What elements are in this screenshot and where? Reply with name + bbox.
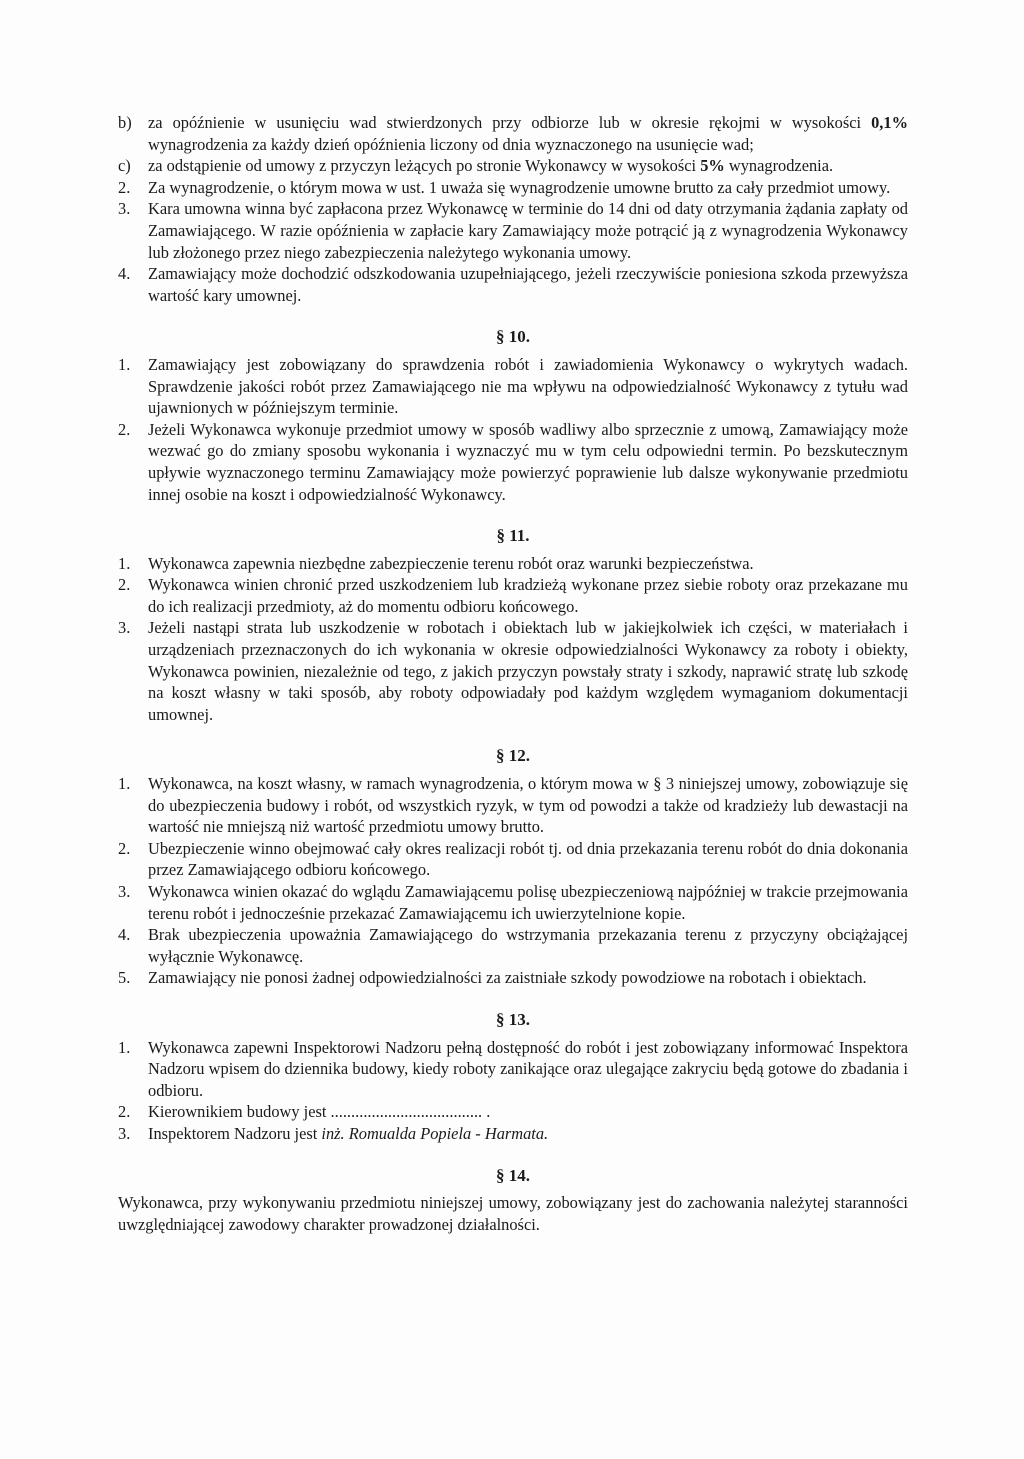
list-item — [118, 354, 908, 419]
item-text: Wykonawca zapewnia niezbędne zabezpieczenie terenu robót oraz warunki bezpieczeństwa. — [148, 553, 754, 573]
item-text: Za wynagrodzenie, o którym mowa w ust. 1 uważa się wynagrodzenie umowne brutto za cały przedmiot umowy. — [148, 177, 891, 197]
list-item-b — [118, 112, 908, 155]
list-item — [118, 967, 908, 989]
item-text: Jeżeli Wykonawca wykonuje przedmiot umowy w sposób wadliwy albo sprzecznie z umową, Zamawiający może wezwać go do zmiany sposobu wykonania i wyznaczyć mu w tym celu odpowiedni termin. Po bezskutecznym upływie wyznaczonego terminu Zamawiający może powierzyć poprawienie lub dalsze wykonywanie przedmiotu innej osobie na koszt i odpowiedzialność Wykonawcy. — [148, 419, 908, 504]
list-item — [118, 263, 908, 306]
list-item — [118, 1101, 908, 1123]
list-item — [118, 773, 908, 838]
section-heading-13: § 13. — [496, 1009, 530, 1029]
item-text: Zamawiający może dochodzić odszkodowania uzupełniającego, jeżeli rzeczywiście poniesiona szkoda przewyższa wartość kary umownej. — [148, 264, 908, 305]
item-number: c) — [118, 156, 131, 176]
item-text: Kara umowna winna być zapłacona przez Wykonawcę w terminie do 14 dni od daty otrzymania żądania zapłaty od Zamawiającego. W razie opóźnienia w zapłacie kary Zamawiający może potrącić ją z wynagrodzenia Wykonawcy lub złożonego przez niego zabezpieczenia należytego wykonania umowy. — [148, 199, 908, 262]
item-number: 1. — [118, 774, 131, 794]
item-number: 2. — [118, 838, 131, 858]
item-number: b) — [118, 113, 132, 132]
item-number: 3. — [118, 1123, 131, 1143]
item-number: 2. — [118, 575, 131, 595]
section-heading-12: § 12. — [496, 746, 530, 766]
item-text: Ubezpieczenie winno obejmować cały okres realizacji robót tj. od dnia przekazania terenu robót do dnia dokonania przez Zamawiającego odbioru końcowego. — [148, 838, 908, 880]
item-number: 2. — [118, 177, 131, 197]
item-text: wynagrodzenia. — [724, 156, 834, 176]
item-text: Zamawiający jest zobowiązany do sprawdzenia robót i zawiadomienia Wykonawcy o wykrytych wadach. Sprawdzenie jakości robót przez Zamawiającego nie ma wpływu na odpowiedzialność Wykonawcy z tytułu wad ujawnionych w późniejszym terminie. — [148, 354, 908, 418]
item-text: za opóźnienie w usunięciu wad stwierdzonych przy odbiorze lub w okresie rękojmi w wysokości — [148, 113, 872, 132]
list-item — [118, 617, 908, 725]
item-number: 3. — [118, 882, 131, 901]
item-text: Wykonawca winien okazać do wglądu Zamawiającemu polisę ubezpieczeniową najpóźniej w trakcie przejmowania terenu robót i jednocześnie przekazać Zamawiającemu ich uwierzytelnione kopie. — [148, 882, 908, 923]
document-body — [118, 112, 908, 1235]
section-heading-14: § 14. — [496, 1165, 530, 1185]
item-number: 1. — [118, 553, 131, 573]
item-text: Kierownikiem budowy jest ..................................... . — [148, 1102, 491, 1122]
list-item — [118, 419, 908, 505]
list-item — [118, 1037, 908, 1102]
item-text: za odstąpienie od umowy z przyczyn leżących po stronie Wykonawcy w wysokości — [148, 156, 701, 176]
list-item — [118, 838, 908, 881]
item-text: Wykonawca winien chronić przed uszkodzeniem lub kradzieżą wykonane przez siebie roboty oraz przekazane mu do ich realizacji przedmioty, aż do momentu odbioru końcowego. — [148, 575, 908, 616]
item-number: 4. — [118, 264, 131, 284]
section-heading-11: § 11. — [496, 526, 530, 546]
list-item — [118, 177, 908, 199]
item-number: 5. — [118, 968, 131, 988]
item-text-bold: 0,1% — [871, 113, 908, 132]
list-item — [118, 881, 908, 924]
item-text-bold: 5% — [700, 156, 725, 176]
list-item — [118, 198, 908, 263]
list-item-c — [118, 155, 908, 177]
list-item — [118, 553, 908, 575]
list-item — [118, 924, 908, 967]
section-14-text: Wykonawca, przy wykonywaniu przedmiotu niniejszej umowy, zobowiązany jest do zachowania należytej staranności uwzględniającej zawodowy charakter prowadzonej działalności. — [118, 1193, 908, 1234]
item-text: Zamawiający nie ponosi żadnej odpowiedzialności za zaistniałe szkody powodziowe na robotach i obiektach. — [148, 968, 867, 988]
item-text: Jeżeli nastąpi strata lub uszkodzenie w robotach i obiektach lub w jakiejkolwiek ich części, w materiałach i urządzeniach przeznaczonych do ich wykonania w okresie odpowiedzialności Wykonawcy za roboty i obiekty, Wykonawca powinien, niezależnie od tego, z jakich przyczyn powstały straty i szkody, naprawić stratę lub szkodę na koszt własny w taki sposób, aby roboty odpowiadały pod każdym względem wymaganiom dokumentacji umownej. — [148, 618, 908, 724]
item-text: Brak ubezpieczenia upoważnia Zamawiającego do wstrzymania przekazania terenu z przyczyny obciążającej wyłącznie Wykonawcę. — [148, 925, 908, 966]
inspector-name: inż. Romualda Popiela - Harmata. — [321, 1123, 549, 1143]
item-number: 3. — [118, 199, 131, 219]
item-number: 1. — [118, 354, 131, 374]
item-number: 2. — [118, 1102, 131, 1122]
item-text: wynagrodzenia za każdy dzień opóźnienia liczony od dnia wyznaczonego na usunięcie wad; — [148, 134, 754, 154]
section-heading-10: § 10. — [496, 327, 530, 347]
list-item — [118, 574, 908, 617]
item-text: Wykonawca zapewni Inspektorowi Nadzoru pełną dostępność do robót i jest zobowiązany informować Inspektora Nadzoru wpisem do dziennika budowy, kiedy roboty zanikające oraz ulegające zakryciu będą gotowe do zbadania i odbioru. — [148, 1037, 908, 1100]
item-number: 3. — [118, 618, 131, 638]
list-item — [118, 1123, 908, 1145]
item-text: Inspektorem Nadzoru jest — [148, 1123, 322, 1143]
item-number: 2. — [118, 419, 131, 439]
item-number: 1. — [118, 1037, 131, 1057]
item-text: Wykonawca, na koszt własny, w ramach wynagrodzenia, o którym mowa w § 3 niniejszej umowy, zobowiązuje się do ubezpieczenia budowy i robót, od wszystkich ryzyk, w tym od powodzi a także od kradzieży lub dewastacji na wartość nie mniejszą niż wartość przedmiotu umowy brutto. — [148, 774, 908, 837]
item-number: 4. — [118, 925, 131, 945]
